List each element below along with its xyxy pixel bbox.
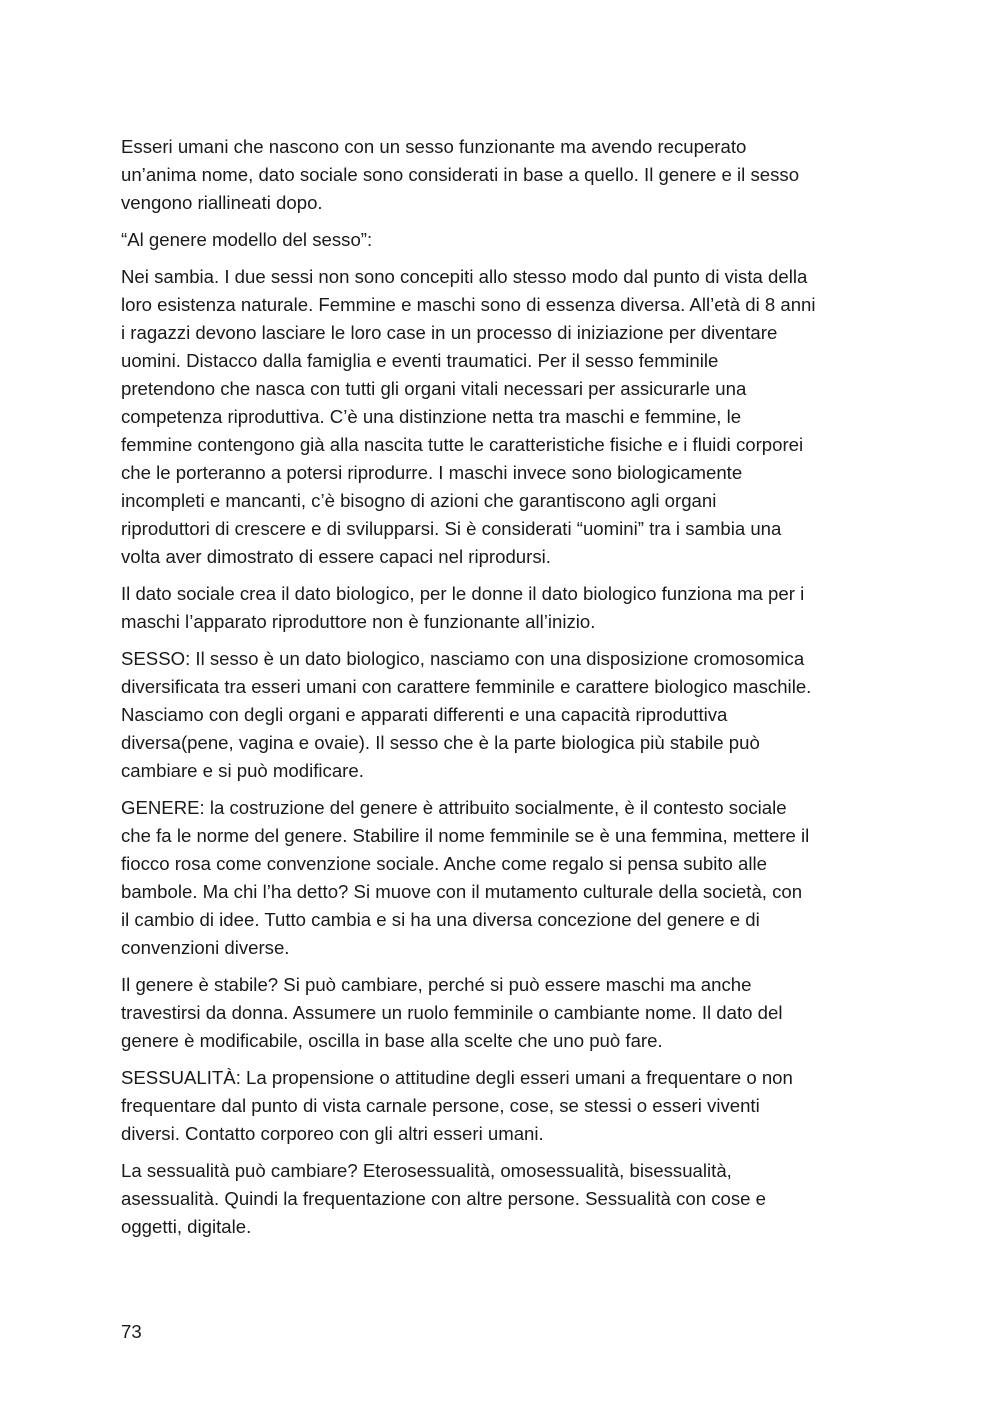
paragraph-social-biological: Il dato sociale crea il dato biologico, per le donne il dato biologico funziona ma per i maschi l’apparato riproduttore non è funzionante all’inizio. [121,583,805,632]
paragraph-sessualita: SESSUALITÀ: La propensione o attitudine degli esseri umani a frequentare o non frequentare dal punto di vista carnale persone, cose, se stessi o esseri viventi diversi. Contatto corporeo con gli altri esseri umani. [121,1067,793,1144]
paragraph-genere: GENERE: la costruzione del genere è attribuito socialmente, è il contesto sociale che fa le norme del genere. Stabilire il nome femminile se è una femmina, mettere il fiocco rosa come convenzione sociale. Anche come regalo si pensa subito alle bambole. Ma chi l’ha detto? Si muove con il mutamento culturale della società, con il cambio di idee. Tutto cambia e si ha una diversa concezione del genere e di convenzioni diverse. [121,797,810,958]
page-number: 73 [121,1321,142,1342]
paragraph-quote-heading: “Al genere modello del sesso”: [121,229,373,250]
page-body [121,133,881,1250]
paragraph-intro: Esseri umani che nascono con un sesso funzionante ma avendo recuperato un’anima nome, dato sociale sono considerati in base a quello. Il genere e il sesso vengono riallineati dopo. [121,136,800,213]
paragraph-genere-stabile: Il genere è stabile? Si può cambiare, perché si può essere maschi ma anche travestirsi da donna. Assumere un ruolo femminile o cambiante nome. Il dato del genere è modificabile, oscilla in base alla scelte che uno può fare. [121,974,783,1051]
paragraph-sambia: Nei sambia. I due sessi non sono concepiti allo stesso modo dal punto di vista della loro esistenza naturale. Femmine e maschi sono di essenza diversa. All’età di 8 anni i ragazzi devono lasciare le loro case in un processo di iniziazione per diventare uomini. Distacco dalla famiglia e eventi traumatici. Per il sesso femminile pretendono che nasca con tutti gli organi vitali necessari per assicurarle una competenza riproduttiva. C’è una distinzione netta tra maschi e femmine, le femmine contengono già alla nascita tutte le caratteristiche fisiche e i fluidi corporei che le porteranno a potersi riprodurre. I maschi invece sono biologicamente incompleti e mancanti, c’è bisogno di azioni che garantiscono agli organi riproduttori di crescere e di svilupparsi. Si è considerati “uomini” tra i sambia una volta aver dimostrato di essere capaci nel riprodursi. [121,266,816,567]
paragraph-sesso: SESSO: Il sesso è un dato biologico, nasciamo con una disposizione cromosomica diversificata tra esseri umani con carattere femminile e carattere biologico maschile. Nasciamo con degli organi e apparati differenti e una capacità riproduttiva diversa(pene, vagina e ovaie). Il sesso che è la parte biologica più stabile può cambiare e si può modificare. [121,648,812,781]
paragraph-sessualita-cambiare: La sessualità può cambiare? Eterosessualità, omosessualità, bisessualità, asessualità. Quindi la frequentazione con altre persone. Sessualità con cose e oggetti, digitale. [121,1160,766,1237]
